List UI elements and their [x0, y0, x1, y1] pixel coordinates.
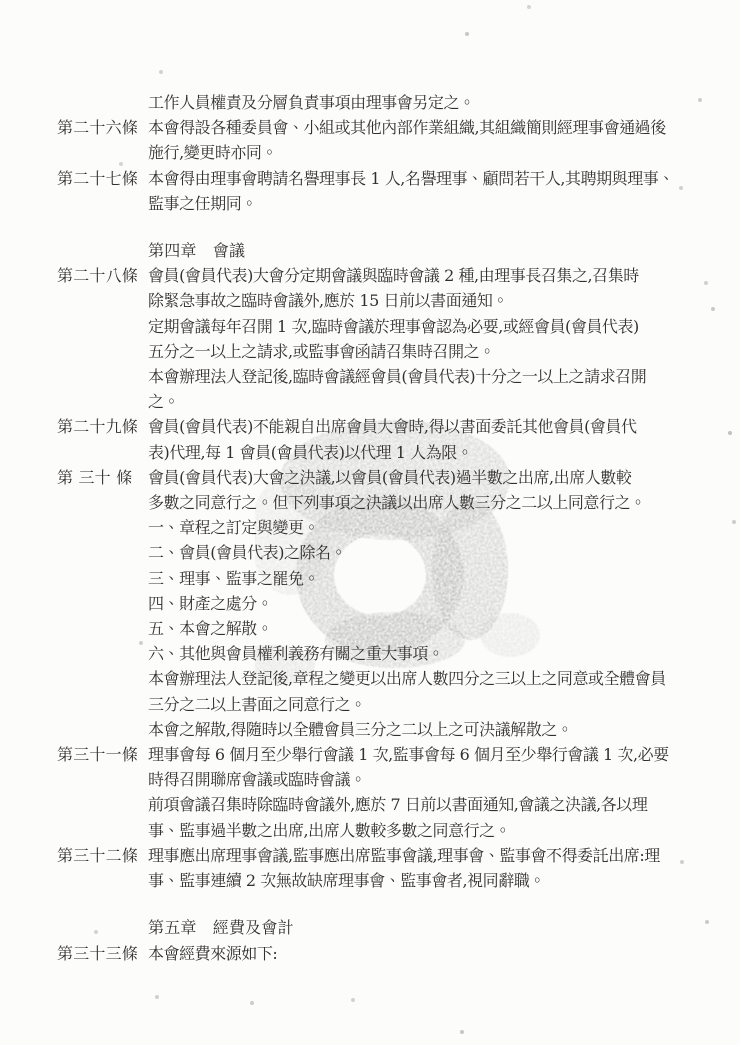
document-body: [57, 90, 725, 966]
text-line: 多數之同意行之。但下列事項之決議以出席人數三分之二以上同意行之。: [148, 493, 646, 513]
text-line: 本會經費來源如下:: [148, 943, 278, 963]
text-line: 之。: [148, 392, 180, 412]
text-line: 一、章程之訂定與變更。: [148, 518, 320, 538]
article-text: [148, 915, 725, 940]
text-line: 時得召開聯席會議或臨時會議。: [148, 770, 366, 790]
text-line: 理事應出席理事會議,監事應出席監事會議,理事會、監事會不得委託出席:理: [148, 845, 660, 865]
text-line: 本會辦理法人登記後,臨時會議經會員(會員代表)十分之一以上之請求召開: [148, 367, 647, 387]
text-line: 監事之任期同。: [148, 193, 257, 213]
article-row: [57, 742, 725, 843]
text-line: 定期會議每年召開 1 次,臨時會議於理事會認為必要,或經會員(會員代表): [148, 316, 639, 336]
article-row: [57, 941, 725, 966]
article-text: [148, 238, 725, 263]
chapter-heading: 第五章 經費及會計: [148, 918, 294, 938]
article-number: 第二十八條: [57, 266, 139, 286]
text-line: 三分之二以上書面之同意行之。: [148, 694, 366, 714]
text-line: 除緊急事故之臨時會議外,應於 15 日前以書面通知。: [148, 291, 508, 311]
continuation-row: [57, 90, 725, 115]
article-text: [148, 414, 725, 464]
article-row: [57, 843, 725, 893]
text-line: 會員(會員代表)大會分定期會議與臨時會議 2 種,由理事長召集之,召集時: [148, 266, 639, 286]
text-line: 六、其他與會員權利義務有關之重大事項。: [148, 644, 444, 664]
article-text: [148, 843, 725, 893]
text-line: 五分之一以上之請求,或監事會函請召集時召開之。: [148, 341, 495, 361]
article-text: [148, 941, 725, 966]
text-line: 三、理事、監事之罷免。: [148, 568, 320, 588]
article-row: [57, 414, 725, 464]
article-text: [148, 742, 725, 843]
text-line: 施行,變更時亦同。: [148, 143, 278, 163]
article-number: 第二十九條: [57, 417, 139, 437]
text-line: 前項會議召集時除臨時會議外,應於 7 日前以書面通知,會議之決議,各以理: [148, 795, 648, 815]
chapter-row: [57, 915, 725, 940]
article-row: [57, 465, 725, 742]
article-number: 第三十三條: [57, 943, 139, 963]
article-row: [57, 166, 725, 216]
text-line: 理事會每 6 個月至少舉行會議 1 次,監事會每 6 個月至少舉行會議 1 次,必要: [148, 745, 669, 765]
article-text: [148, 465, 725, 742]
article-number: 第三十一條: [57, 745, 139, 765]
article-number: 第三十二條: [57, 845, 139, 865]
text-line: 本會得設各種委員會、小組或其他內部作業組織,其組織簡則經理事會通過後: [148, 118, 666, 138]
scan-noise-speckles: [0, 0, 2, 2]
text-line: 本會得由理事會聘請名譽理事長 1 人,名譽理事、顧問若干人,其聘期與理事、: [148, 168, 674, 188]
article-text: [148, 115, 725, 165]
article-number: 第二十七條: [57, 168, 139, 188]
article-text: [148, 263, 725, 414]
text-line: 表)代理,每 1 會員(會員代表)以代理 1 人為限。: [148, 442, 473, 462]
chapter-row: [57, 238, 725, 263]
article-row: [57, 115, 725, 165]
text-line: 事、監事連續 2 次無故缺席理事會、監事會者,視同辭職。: [148, 871, 545, 891]
text-line: 二、會員(會員代表)之除名。: [148, 543, 347, 563]
text-line: 會員(會員代表)大會之決議,以會員(會員代表)過半數之出席,出席人數較: [148, 467, 632, 487]
article-text: [148, 90, 725, 115]
text-line: 會員(會員代表)不能親自出席會員大會時,得以書面委託其他會員(會員代: [148, 417, 637, 437]
text-line: 五、本會之解散。: [148, 619, 273, 639]
text-line: 事、監事過半數之出席,出席人數較多數之同意行之。: [148, 820, 511, 840]
article-row: [57, 263, 725, 414]
text-line: 工作人員權責及分層負責事項由理事會另定之。: [148, 93, 475, 112]
chapter-heading: 第四章 會議: [148, 241, 246, 261]
article-number: 第二十六條: [57, 118, 139, 138]
text-line: 四、財產之處分。: [148, 593, 273, 613]
text-line: 本會之解散,得隨時以全體會員三分之二以上之可決議解散之。: [148, 719, 573, 739]
article-text: [148, 166, 725, 216]
text-line: 本會辦理法人登記後,章程之變更以出席人數四分之三以上之同意或全體會員: [148, 669, 666, 689]
article-number: 第 三十 條: [57, 467, 133, 487]
